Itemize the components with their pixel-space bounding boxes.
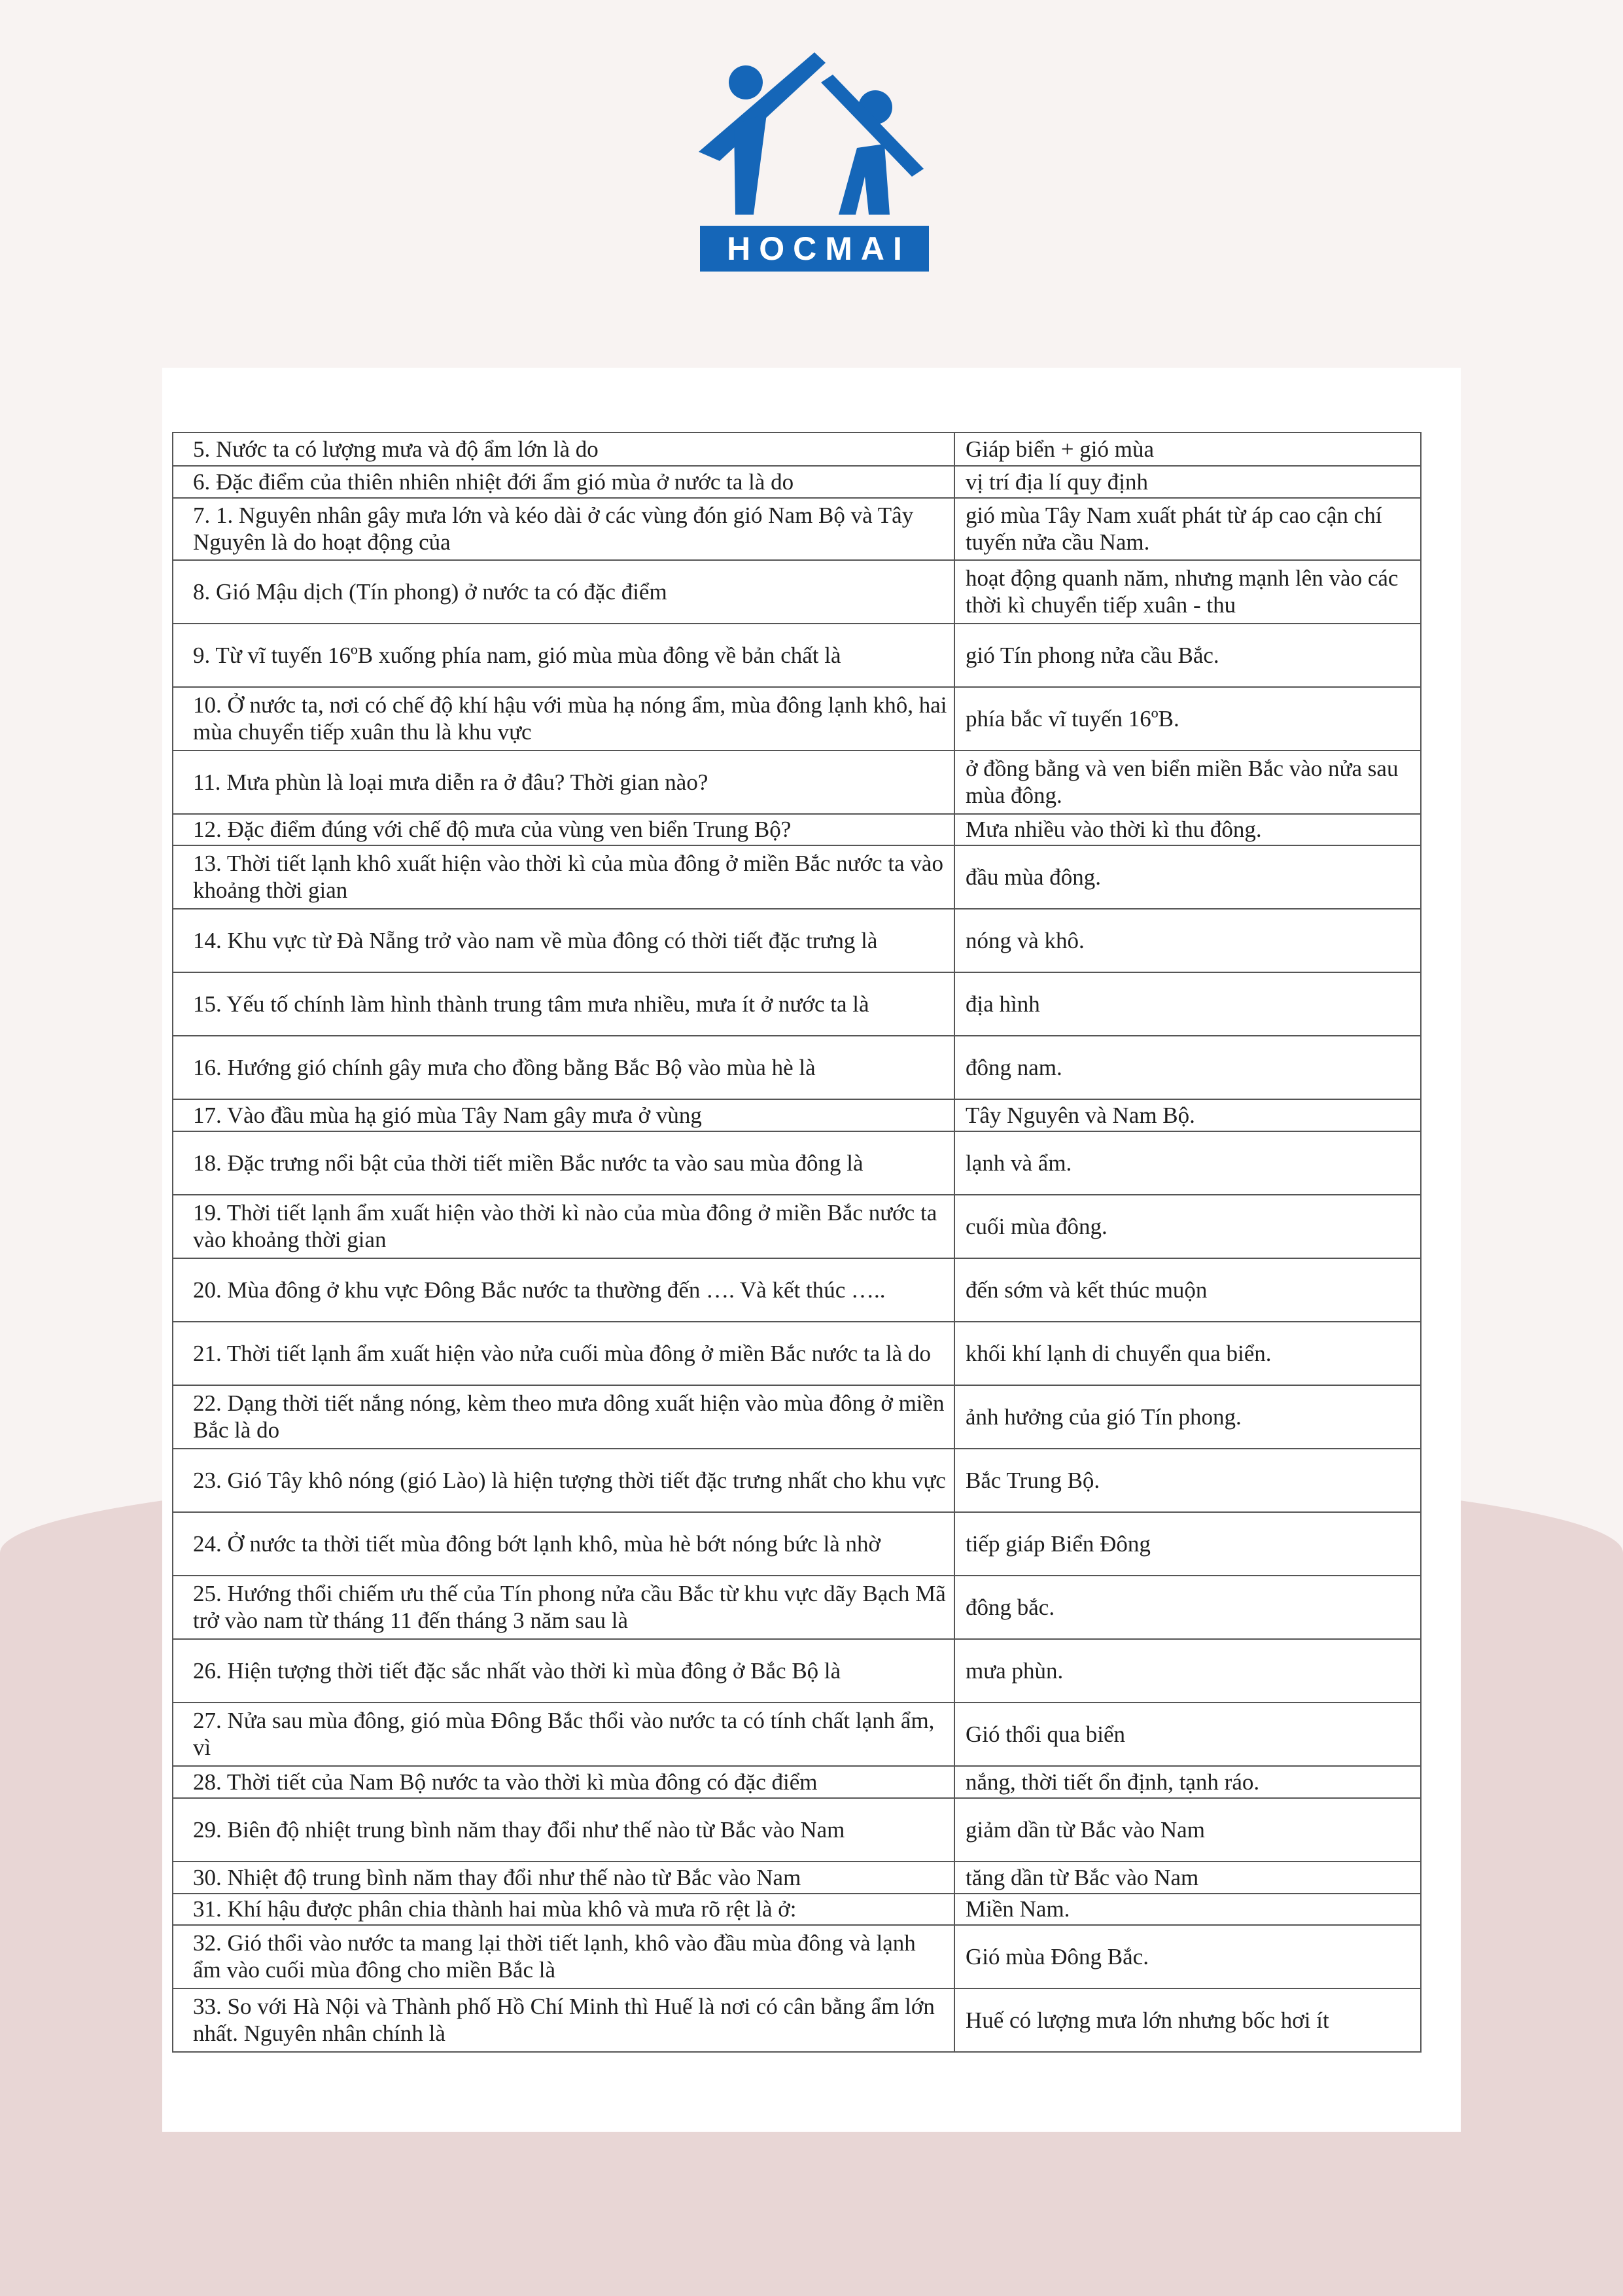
question-cell: 32. Gió thổi vào nước ta mang lại thời tiết lạnh, khô vào đầu mùa đông và lạnh ẩm vào cuối mùa đông cho miền Bắc là: [173, 1925, 954, 1988]
question-cell: 21. Thời tiết lạnh ẩm xuất hiện vào nửa cuối mùa đông ở miền Bắc nước ta là do: [173, 1322, 954, 1385]
question-cell: 7. 1. Nguyên nhân gây mưa lớn và kéo dài ở các vùng đón gió Nam Bộ và Tây Nguyên là do hoạt động của: [173, 498, 954, 560]
table-row: [173, 498, 1421, 560]
question-cell: 15. Yếu tố chính làm hình thành trung tâm mưa nhiều, mưa ít ở nước ta là: [173, 972, 954, 1036]
question-cell: 30. Nhiệt độ trung bình năm thay đổi như thế nào từ Bắc vào Nam: [173, 1862, 954, 1894]
table-row: [173, 1099, 1421, 1131]
answer-cell: đến sớm và kết thúc muộn: [954, 1258, 1421, 1322]
question-cell: 23. Gió Tây khô nóng (gió Lào) là hiện tượng thời tiết đặc trưng nhất cho khu vực: [173, 1449, 954, 1512]
table-row: [173, 433, 1421, 466]
answer-cell: địa hình: [954, 972, 1421, 1036]
question-cell: 9. Từ vĩ tuyến 16ºB xuống phía nam, gió mùa mùa đông về bản chất là: [173, 624, 954, 687]
two-people-roof-icon: [693, 46, 935, 222]
table-row: [173, 1703, 1421, 1766]
question-cell: 16. Hướng gió chính gây mưa cho đồng bằng Bắc Bộ vào mùa hè là: [173, 1036, 954, 1099]
table-row: [173, 845, 1421, 909]
logo-banner: [700, 226, 929, 272]
question-cell: 14. Khu vực từ Đà Nẵng trở vào nam về mùa đông có thời tiết đặc trưng là: [173, 909, 954, 972]
answer-cell: vị trí địa lí quy định: [954, 466, 1421, 498]
hocmai-logo: [693, 46, 935, 275]
answer-cell: tăng dần từ Bắc vào Nam: [954, 1862, 1421, 1894]
table-row: [173, 1766, 1421, 1798]
answer-cell: gió mùa Tây Nam xuất phát từ áp cao cận chí tuyến nửa cầu Nam.: [954, 498, 1421, 560]
question-cell: 28. Thời tiết của Nam Bộ nước ta vào thời kì mùa đông có đặc điểm: [173, 1766, 954, 1798]
table-row: [173, 1258, 1421, 1322]
question-cell: 6. Đặc điểm của thiên nhiên nhiệt đới ẩm gió mùa ở nước ta là do: [173, 466, 954, 498]
question-cell: 24. Ở nước ta thời tiết mùa đông bớt lạnh khô, mùa hè bớt nóng bức là nhờ: [173, 1512, 954, 1576]
answer-cell: hoạt động quanh năm, nhưng mạnh lên vào các thời kì chuyển tiếp xuân - thu: [954, 560, 1421, 624]
table-row: [173, 1195, 1421, 1258]
answer-cell: nắng, thời tiết ổn định, tạnh ráo.: [954, 1766, 1421, 1798]
table-row: [173, 1988, 1421, 2052]
logo-text: HOCMAI: [727, 230, 911, 267]
table-row: [173, 972, 1421, 1036]
answer-cell: Mưa nhiều vào thời kì thu đông.: [954, 814, 1421, 845]
question-cell: 19. Thời tiết lạnh ẩm xuất hiện vào thời kì nào của mùa đông ở miền Bắc nước ta vào khoảng thời gian: [173, 1195, 954, 1258]
answer-cell: Miền Nam.: [954, 1894, 1421, 1925]
question-cell: 13. Thời tiết lạnh khô xuất hiện vào thời kì của mùa đông ở miền Bắc nước ta vào khoảng thời gian: [173, 845, 954, 909]
qa-table-body: [173, 433, 1421, 2052]
question-cell: 18. Đặc trưng nổi bật của thời tiết miền Bắc nước ta vào sau mùa đông là: [173, 1131, 954, 1195]
table-row: [173, 1036, 1421, 1099]
table-row: [173, 909, 1421, 972]
answer-cell: mưa phùn.: [954, 1639, 1421, 1703]
answer-cell: nóng và khô.: [954, 909, 1421, 972]
table-row: [173, 624, 1421, 687]
answer-cell: Gió mùa Đông Bắc.: [954, 1925, 1421, 1988]
answer-cell: đông bắc.: [954, 1576, 1421, 1639]
answer-cell: giảm dần từ Bắc vào Nam: [954, 1798, 1421, 1862]
question-cell: 20. Mùa đông ở khu vực Đông Bắc nước ta thường đến …. Và kết thúc …..: [173, 1258, 954, 1322]
answer-cell: phía bắc vĩ tuyến 16ºB.: [954, 687, 1421, 751]
question-cell: 17. Vào đầu mùa hạ gió mùa Tây Nam gây mưa ở vùng: [173, 1099, 954, 1131]
answer-cell: Bắc Trung Bộ.: [954, 1449, 1421, 1512]
answer-cell: Giáp biển + gió mùa: [954, 433, 1421, 466]
answer-cell: khối khí lạnh di chuyển qua biển.: [954, 1322, 1421, 1385]
answer-cell: đông nam.: [954, 1036, 1421, 1099]
question-cell: 22. Dạng thời tiết nắng nóng, kèm theo mưa dông xuất hiện vào mùa đông ở miền Bắc là do: [173, 1385, 954, 1449]
table-row: [173, 751, 1421, 814]
question-cell: 12. Đặc điểm đúng với chế độ mưa của vùng ven biển Trung Bộ?: [173, 814, 954, 845]
table-row: [173, 1512, 1421, 1576]
table-row: [173, 687, 1421, 751]
qa-table: [172, 432, 1422, 2053]
answer-cell: lạnh và ẩm.: [954, 1131, 1421, 1195]
table-row: [173, 466, 1421, 498]
table-row: [173, 1131, 1421, 1195]
table-row: [173, 1862, 1421, 1894]
table-row: [173, 1385, 1421, 1449]
question-cell: 31. Khí hậu được phân chia thành hai mùa khô và mưa rõ rệt là ở:: [173, 1894, 954, 1925]
table-row: [173, 560, 1421, 624]
table-row: [173, 1449, 1421, 1512]
question-cell: 11. Mưa phùn là loại mưa diễn ra ở đâu? Thời gian nào?: [173, 751, 954, 814]
table-row: [173, 1639, 1421, 1703]
table-row: [173, 814, 1421, 845]
answer-cell: tiếp giáp Biển Đông: [954, 1512, 1421, 1576]
answer-cell: Tây Nguyên và Nam Bộ.: [954, 1099, 1421, 1131]
answer-cell: gió Tín phong nửa cầu Bắc.: [954, 624, 1421, 687]
question-cell: 29. Biên độ nhiệt trung bình năm thay đổi như thế nào từ Bắc vào Nam: [173, 1798, 954, 1862]
question-cell: 5. Nước ta có lượng mưa và độ ẩm lớn là do: [173, 433, 954, 466]
answer-cell: ảnh hưởng của gió Tín phong.: [954, 1385, 1421, 1449]
question-cell: 33. So với Hà Nội và Thành phố Hồ Chí Minh thì Huế là nơi có cân bằng ẩm lớn nhất. Nguyên nhân chính là: [173, 1988, 954, 2052]
table-row: [173, 1798, 1421, 1862]
question-cell: 27. Nửa sau mùa đông, gió mùa Đông Bắc thổi vào nước ta có tính chất lạnh ẩm, vì: [173, 1703, 954, 1766]
table-row: [173, 1322, 1421, 1385]
question-cell: 8. Gió Mậu dịch (Tín phong) ở nước ta có đặc điểm: [173, 560, 954, 624]
table-row: [173, 1894, 1421, 1925]
answer-cell: ở đồng bằng và ven biển miền Bắc vào nửa sau mùa đông.: [954, 751, 1421, 814]
answer-cell: Huế có lượng mưa lớn nhưng bốc hơi ít: [954, 1988, 1421, 2052]
answer-cell: Gió thổi qua biển: [954, 1703, 1421, 1766]
question-cell: 10. Ở nước ta, nơi có chế độ khí hậu với mùa hạ nóng ẩm, mùa đông lạnh khô, hai mùa chuyển tiếp xuân thu là khu vực: [173, 687, 954, 751]
table-row: [173, 1576, 1421, 1639]
question-cell: 25. Hướng thổi chiếm ưu thế của Tín phong nửa cầu Bắc từ khu vực dãy Bạch Mã trở vào nam từ tháng 11 đến tháng 3 năm sau là: [173, 1576, 954, 1639]
question-cell: 26. Hiện tượng thời tiết đặc sắc nhất vào thời kì mùa đông ở Bắc Bộ là: [173, 1639, 954, 1703]
table-row: [173, 1925, 1421, 1988]
answer-cell: cuối mùa đông.: [954, 1195, 1421, 1258]
answer-cell: đầu mùa đông.: [954, 845, 1421, 909]
document-page: [162, 368, 1461, 2132]
